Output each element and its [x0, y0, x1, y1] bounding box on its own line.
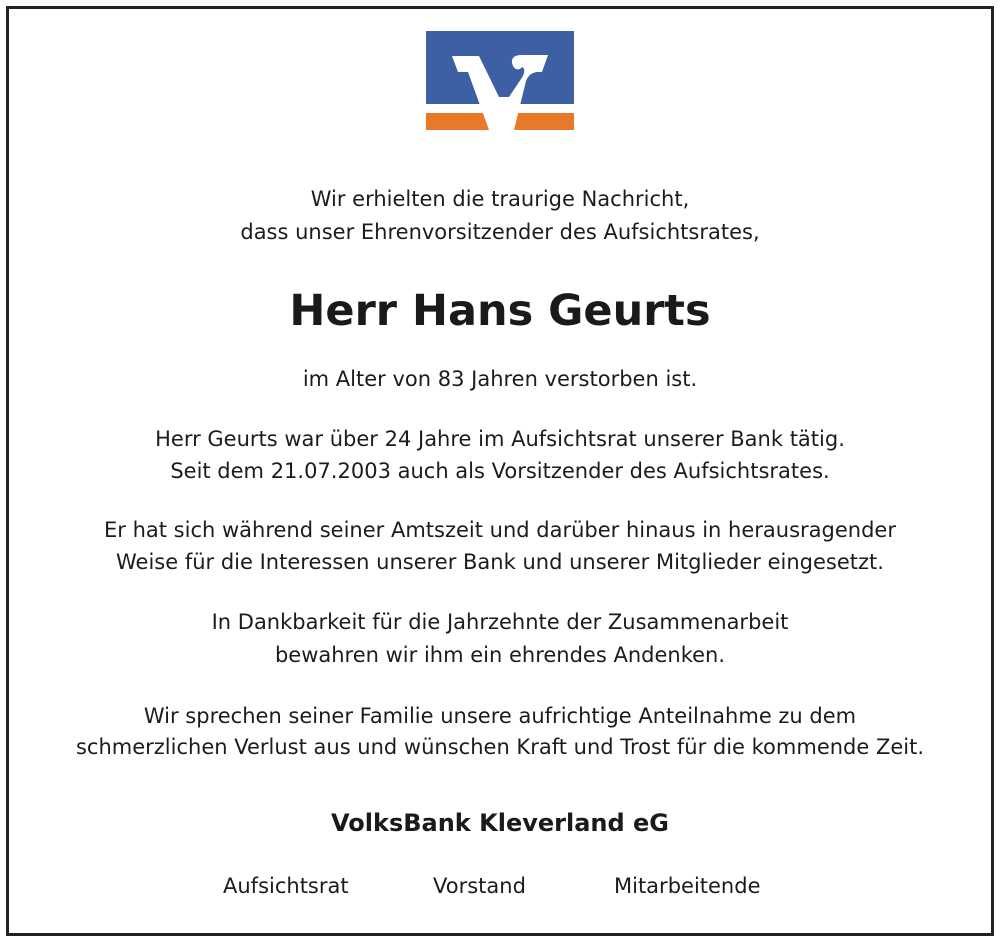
signatory-employees: Mitarbeitende	[614, 874, 761, 898]
signatory-supervisory-board: Aufsichtsrat	[223, 874, 349, 898]
deceased-name: Herr Hans Geurts	[289, 286, 711, 336]
condolence-line-1: Wir sprechen seiner Familie unsere aufrichtige Anteilnahme zu dem	[143, 704, 857, 728]
volksbank-v-logo-icon	[426, 31, 574, 130]
signatory-management-board: Vorstand	[433, 874, 526, 898]
tenure-line-2: Seit dem 21.07.2003 auch als Vorsitzender des Aufsichtsrates.	[170, 459, 830, 483]
intro-line-1: Wir erhielten die traurige Nachricht,	[310, 187, 690, 211]
merit-line-2: Weise für die Interessen unserer Bank und unserer Mitglieder eingesetzt.	[116, 550, 884, 574]
tenure-line-1: Herr Geurts war über 24 Jahre im Aufsichtsrat unserer Bank tätig.	[155, 427, 845, 451]
intro-line-2: dass unser Ehrenvorsitzender des Aufsichtsrates,	[240, 220, 760, 244]
bank-name: VolksBank Kleverland eG	[331, 809, 669, 837]
merit-line-1: Er hat sich während seiner Amtszeit und darüber hinaus in herausragender	[104, 518, 896, 542]
gratitude-line-2: bewahren wir ihm ein ehrendes Andenken.	[274, 643, 726, 667]
gratitude-line-1: In Dankbarkeit für die Jahrzehnte der Zusammenarbeit	[211, 610, 789, 634]
condolence-line-2: schmerzlichen Verlust aus und wünschen Kraft und Trost für die kommende Zeit.	[75, 735, 925, 759]
age-line: im Alter von 83 Jahren verstorben ist.	[302, 367, 698, 391]
